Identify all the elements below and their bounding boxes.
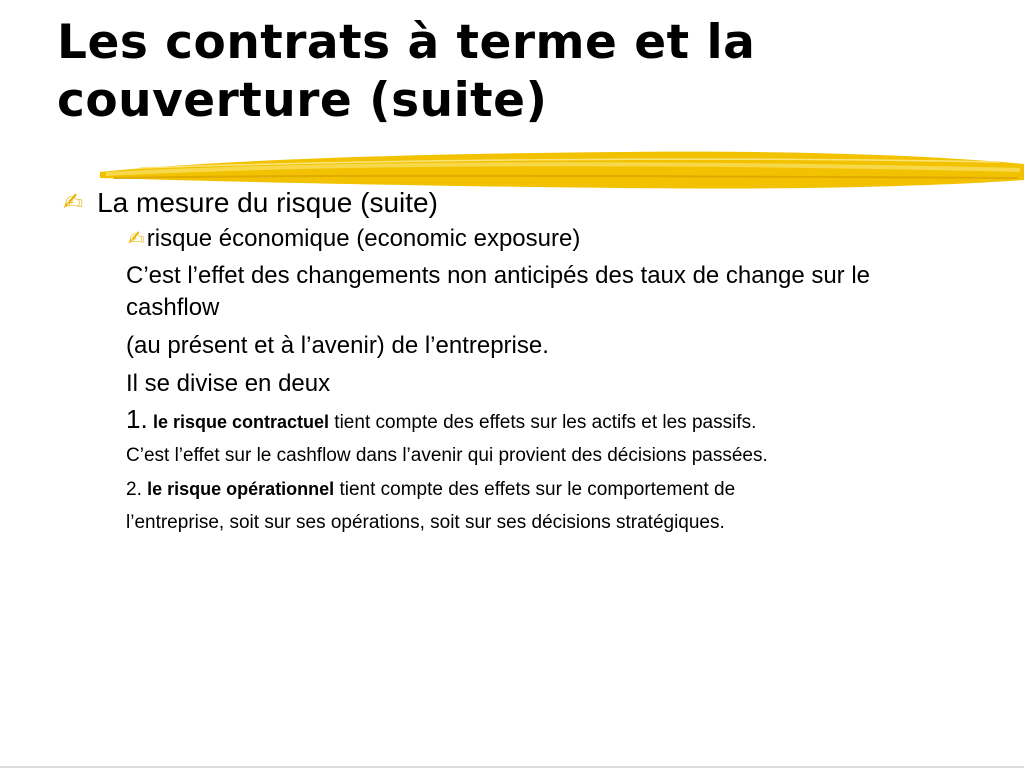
list-item-number: 2. [126,479,142,500]
term-contractual-risk: le risque contractuel [152,412,330,432]
bullet-level-1 [63,184,438,221]
term-operational-risk: le risque opérationnel [147,479,335,499]
paragraph-split-intro: Il se divise en deux [126,370,331,397]
paragraph-operational-detail: l’entreprise, soit sur ses opérations, soit sur ses décisions stratégiques. [126,512,725,533]
list-item-contractual-text: tient compte des effets sur les actifs et les passifs. [329,412,757,433]
bullet-level-2 [128,223,580,254]
list-item-contractual [126,406,946,436]
body-text [126,260,946,543]
slide-title [57,14,957,130]
bullet-level-1-text: La mesure du risque (suite) [97,187,438,218]
paragraph-contractual-detail: C’est l’effet sur le cashflow dans l’avenir qui provient des décisions passées. [126,445,768,466]
bullet-level-2-text: risque économique (economic exposure) [146,225,581,252]
title-line-2: couverture (suite) [57,73,548,128]
list-item-number: 1. [126,404,148,434]
hand-pointer-arrow-icon: ✍ [128,226,145,250]
list-item-operational-text: tient compte des effets sur le comportement de [334,479,736,500]
title-line-1: Les contrats à terme et la [57,15,756,70]
paragraph-definition: C’est l’effet des changements non anticipés des taux de change sur le cashflow [126,262,871,321]
hand-pointer-arrow-icon: ✍ [63,188,84,216]
paragraph-definition-continued: (au présent et à l’avenir) de l’entreprise. [126,332,549,359]
list-item-operational [126,476,946,503]
